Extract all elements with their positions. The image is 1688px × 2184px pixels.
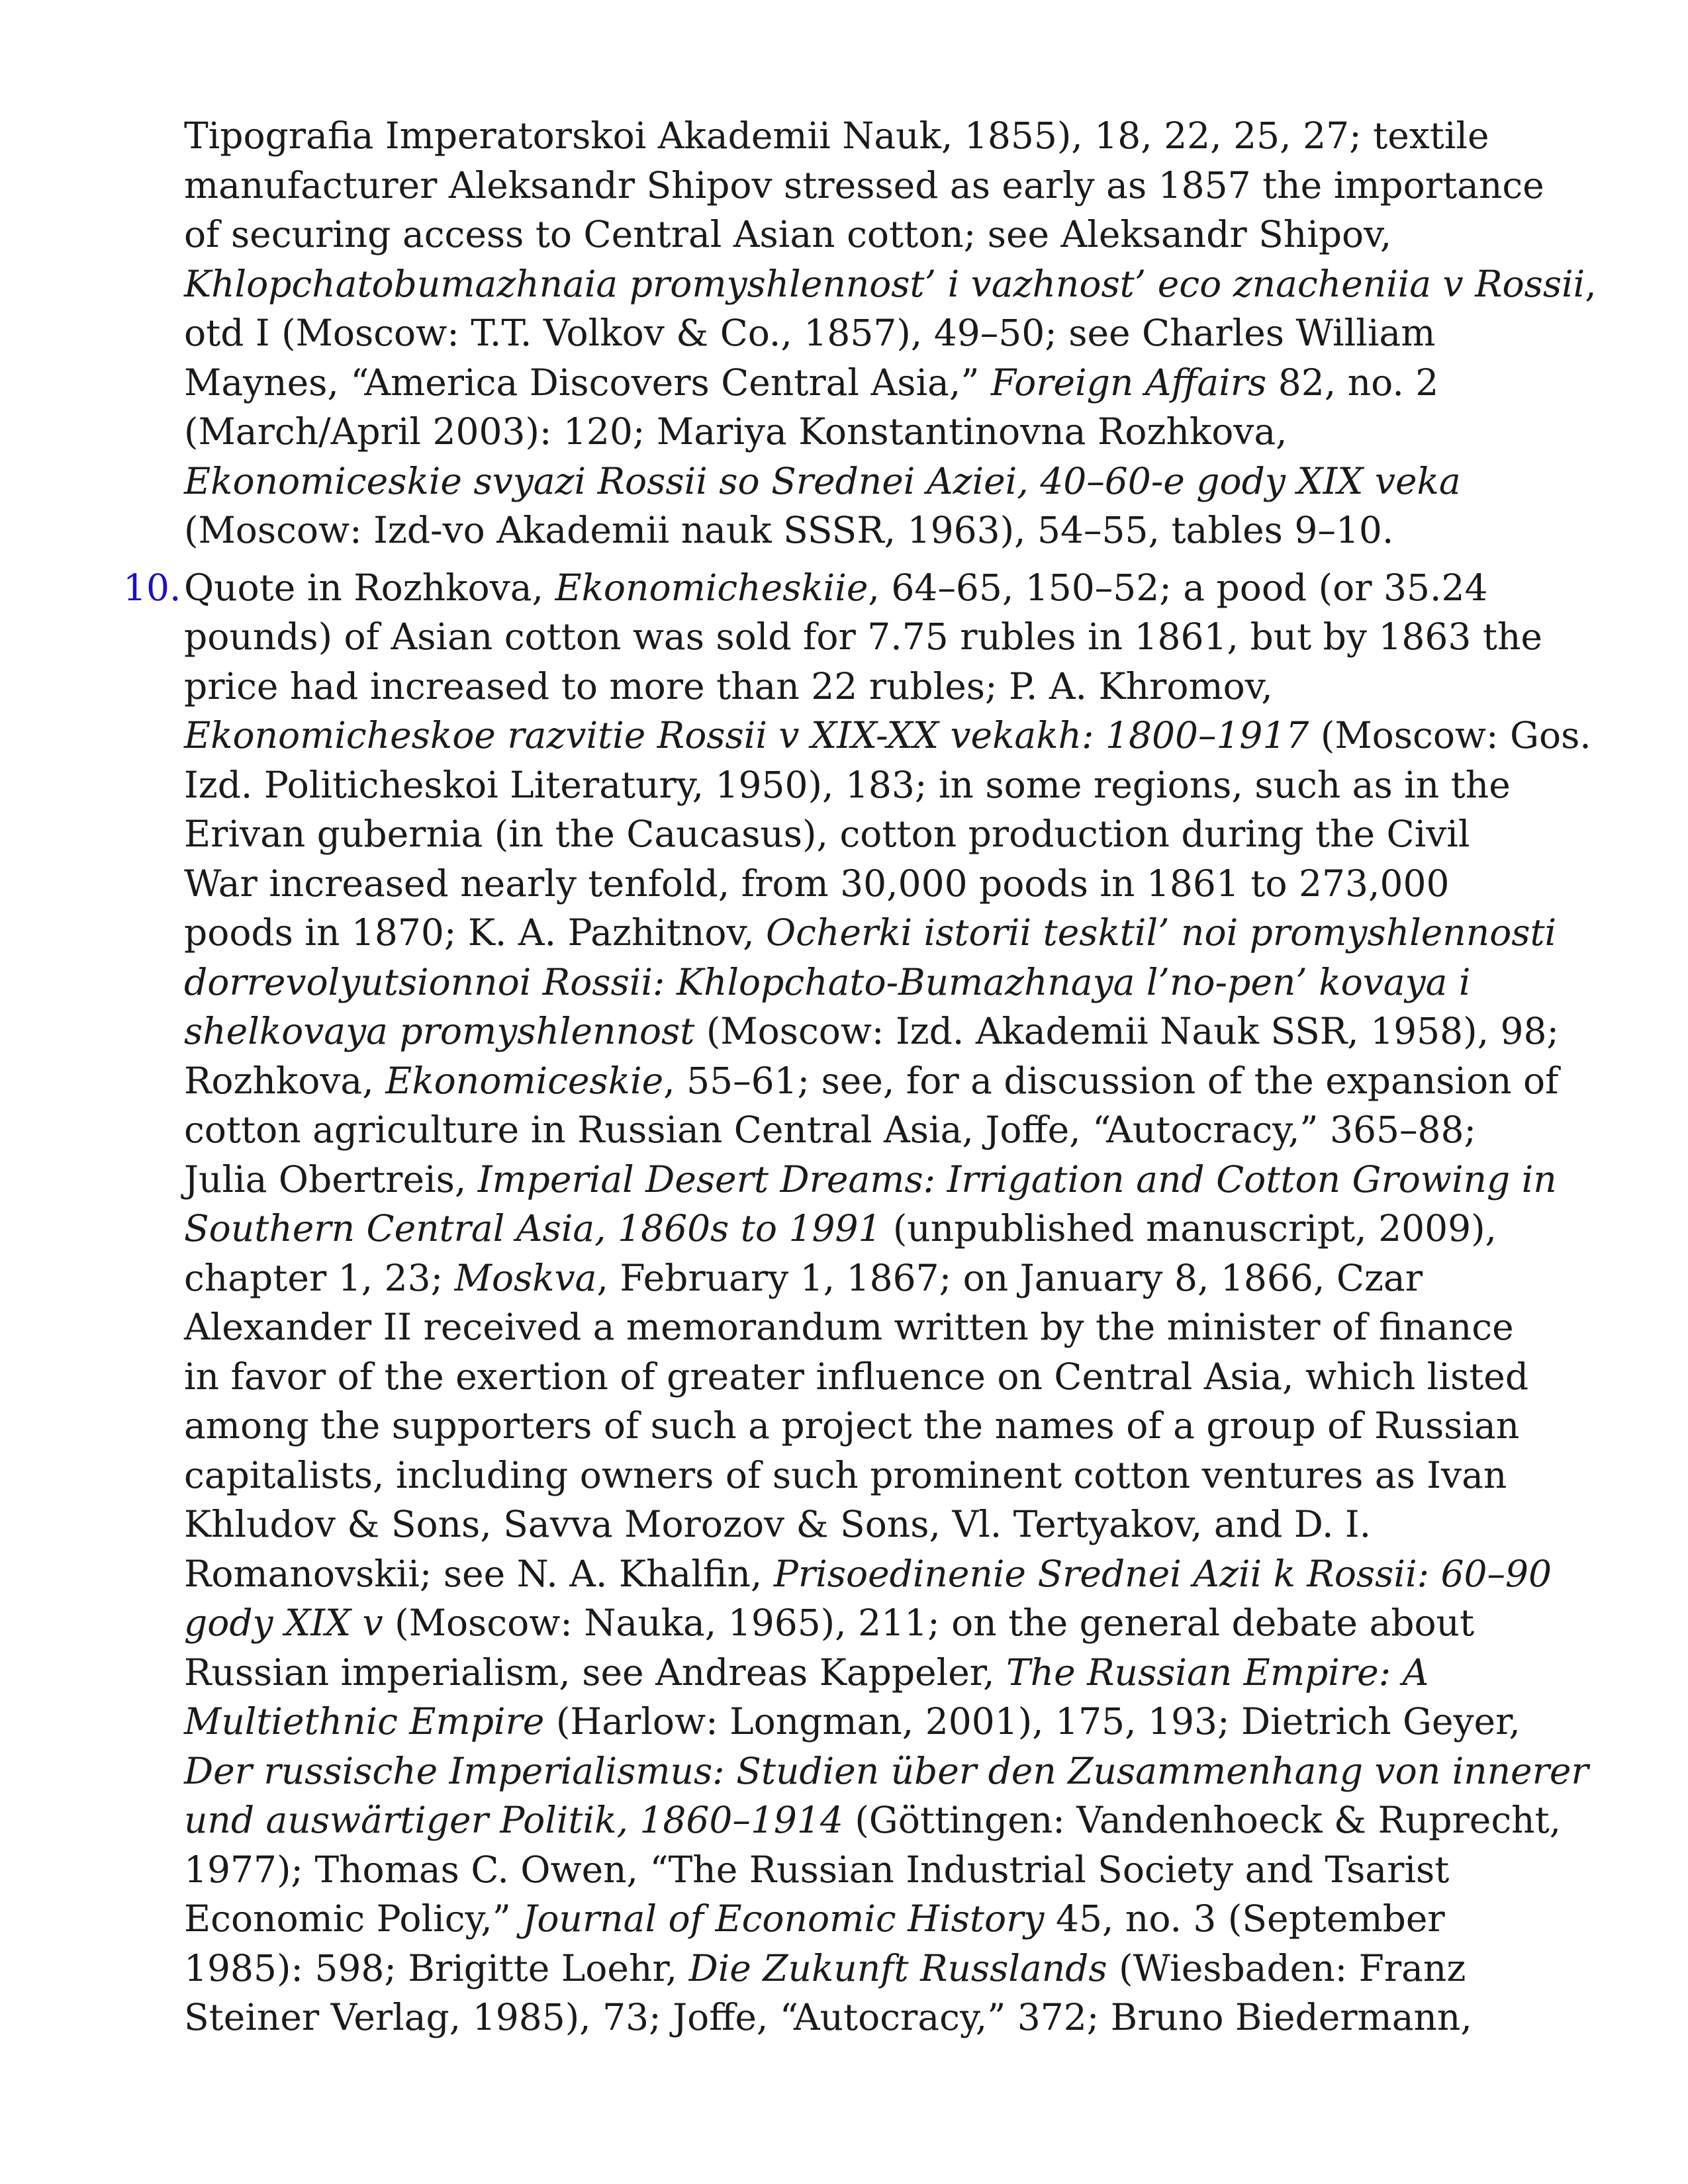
text-line <box>184 1204 1561 1253</box>
italic-title: Foreign Affairs <box>990 361 1267 404</box>
text-segment: otd I (Moscow: T.T. Volkov & Co., 1857), 49–50; see Charles William <box>184 312 1436 354</box>
text-segment: (Moscow: Gos. <box>1309 714 1591 756</box>
text-segment: price had increased to more than 22 rubles; P. A. Khromov, <box>184 664 1273 707</box>
text-segment: of securing access to Central Asian cotton; see Aleksandr Shipov, <box>184 213 1392 255</box>
italic-title: Southern Central Asia, 1860s to 1991 <box>184 1207 882 1250</box>
italic-title: dorrevolyutsionnoi Rossii: Khlopchato-Bumazhnaya l’no-pen’ kovaya i <box>184 960 1471 1003</box>
italic-title: Ocherki istorii tesktil’ noi promyshlennosti <box>766 911 1557 954</box>
text-segment: Khludov & Sons, Savva Morozov & Sons, Vl. Tertyakov, and D. I. <box>184 1503 1372 1545</box>
text-segment: poods in 1870; K. A. Pazhitnov, <box>184 911 767 954</box>
text-line <box>184 1648 1561 1698</box>
text-segment: in favor of the exertion of greater influence on Central Asia, which listed <box>184 1355 1529 1398</box>
text-segment: (unpublished manuscript, 2009), <box>881 1207 1497 1250</box>
italic-title: Die Zukunft Russlands <box>688 1946 1107 1989</box>
text-line <box>184 908 1561 958</box>
text-line <box>184 161 1561 210</box>
footnote-10 <box>123 563 1591 2042</box>
text-line <box>184 662 1561 711</box>
text-line <box>184 111 1561 161</box>
text-line <box>184 1845 1561 1895</box>
text-line <box>184 1056 1561 1106</box>
text-line <box>184 760 1561 810</box>
text-segment: Quote in Rozhkova, <box>184 566 555 609</box>
italic-title: und auswärtiger Politik, 1860–1914 <box>184 1799 843 1841</box>
text-segment: Romanovskii; see N. A. Khalfin, <box>184 1552 774 1595</box>
text-segment: pounds) of Asian cotton was sold for 7.75 rubles in 1861, but by 1863 the <box>184 615 1542 658</box>
text-line <box>184 958 1561 1007</box>
text-segment: Erivan gubernia (in the Caucasus), cotton production during the Civil <box>184 813 1470 855</box>
text-segment: , 55–61; see, for a discussion of the expansion of <box>663 1059 1559 1102</box>
text-line <box>184 1401 1561 1451</box>
text-line <box>184 1155 1561 1205</box>
text-line <box>184 1697 1561 1747</box>
italic-title: Imperial Desert Dreams: Irrigation and Cotton Growing in <box>477 1158 1557 1201</box>
text-line <box>184 308 1561 358</box>
text-segment: Alexander II received a memorandum written by the minister of finance <box>184 1306 1514 1348</box>
text-line <box>184 1598 1561 1648</box>
text-line <box>184 1894 1561 1944</box>
text-segment: (Moscow: Nauka, 1965), 211; on the general debate about <box>383 1602 1475 1644</box>
italic-title: gody XIX v <box>184 1602 383 1644</box>
text-segment: Rozhkova, <box>184 1059 386 1102</box>
text-segment: 45, no. 3 (September <box>1044 1897 1445 1940</box>
text-line <box>184 1352 1561 1402</box>
italic-title: Journal of Economic History <box>522 1897 1045 1940</box>
text-line <box>184 1253 1561 1303</box>
footnote-body <box>184 111 1597 555</box>
text-segment: Izd. Politicheskoi Literatury, 1950), 183; in some regions, such as in the <box>184 763 1511 806</box>
text-line <box>184 711 1591 760</box>
italic-title: Prisoedinenie Srednei Azii k Rossii: 60–90 <box>773 1552 1552 1595</box>
text-segment: War increased nearly tenfold, from 30,000 poods in 1861 to 273,000 <box>184 862 1450 905</box>
text-segment: Julia Obertreis, <box>184 1158 478 1201</box>
text-segment: Maynes, “America Discovers Central Asia,” <box>184 361 991 404</box>
text-segment: chapter 1, 23; <box>184 1256 455 1299</box>
text-line <box>184 457 1561 506</box>
text-line <box>184 1451 1561 1500</box>
italic-title: Khlopchatobumazhnaia promyshlennost’ i vazhnost’ eco znacheniia v Rossii <box>184 262 1585 305</box>
italic-title: Ekonomiceskie <box>385 1059 664 1102</box>
text-line <box>184 859 1561 909</box>
text-segment: (Harlow: Longman, 2001), 175, 193; Dietrich Geyer, <box>544 1700 1521 1743</box>
italic-title: Ekonomicheskoe razvitie Rossii v XIX-XX vekakh: 1800–1917 <box>184 714 1309 756</box>
text-line <box>184 259 1597 309</box>
text-segment: (Moscow: Izd. Akademii Nauk SSR, 1958), 98; <box>694 1010 1560 1052</box>
text-line <box>184 407 1561 457</box>
text-line <box>184 1993 1561 2042</box>
text-segment: , 64–65, 150–52; a pood (or 35.24 <box>868 566 1488 609</box>
text-line <box>184 210 1561 259</box>
text-segment: Russian imperialism, see Andreas Kappeler, <box>184 1651 1006 1694</box>
footnote-body <box>123 563 1591 2042</box>
text-segment: (March/April 2003): 120; Mariya Konstantinovna Rozhkova, <box>184 410 1288 453</box>
italic-title: Der russische Imperialismus: Studien über den Zusammenhang von innerer <box>184 1749 1589 1792</box>
text-segment: (Wiesbaden: Franz <box>1107 1946 1466 1989</box>
italic-title: Moskva <box>454 1256 597 1299</box>
italic-title: shelkovaya promyshlennost <box>184 1010 695 1052</box>
text-line <box>184 809 1561 859</box>
text-segment: 82, no. 2 <box>1266 361 1439 404</box>
text-line <box>184 1944 1561 1993</box>
text-segment: (Göttingen: Vandenhoeck & Ruprecht, <box>843 1799 1562 1841</box>
text-line <box>184 1747 1589 1796</box>
text-line <box>184 1302 1561 1352</box>
footnote-continuation <box>184 111 1597 555</box>
text-segment: Steiner Verlag, 1985), 73; Joffe, “Autocracy,” 372; Bruno Biedermann, <box>184 1996 1472 2038</box>
text-line <box>184 1105 1561 1155</box>
italic-title: Ekonomicheskiie <box>555 566 868 609</box>
text-line <box>184 1007 1561 1056</box>
text-segment: , <box>1585 262 1597 305</box>
text-segment: 1977); Thomas C. Owen, “The Russian Industrial Society and Tsarist <box>184 1848 1450 1891</box>
text-segment: , February 1, 1867; on January 8, 1866, Czar <box>596 1256 1423 1299</box>
text-segment: Economic Policy,” <box>184 1897 523 1940</box>
italic-title: The Russian Empire: A <box>1006 1651 1429 1694</box>
italic-title: Multiethnic Empire <box>184 1700 545 1743</box>
text-segment: among the supporters of such a project the names of a group of Russian <box>184 1404 1520 1447</box>
text-segment: cotton agriculture in Russian Central Asia, Joffe, “Autocracy,” 365–88; <box>184 1109 1477 1151</box>
text-line <box>184 1500 1561 1549</box>
footnote-number-link[interactable]: 10. <box>123 566 181 609</box>
text-line <box>184 358 1561 408</box>
text-line <box>184 1796 1561 1845</box>
text-line <box>184 612 1561 662</box>
text-line <box>184 563 1561 613</box>
italic-title: Ekonomiceskie svyazi Rossii so Srednei Aziei, 40–60-e gody XIX veka <box>184 459 1461 502</box>
text-segment: manufacturer Aleksandr Shipov stressed as early as 1857 the importance <box>184 163 1544 206</box>
text-segment: capitalists, including owners of such prominent cotton ventures as Ivan <box>184 1453 1507 1496</box>
text-line <box>184 1549 1561 1599</box>
text-segment: (Moscow: Izd-vo Akademii nauk SSSR, 1963), 54–55, tables 9–10. <box>184 509 1394 551</box>
footnotes-page <box>123 111 1597 2042</box>
text-segment: 1985): 598; Brigitte Loehr, <box>184 1946 689 1989</box>
text-line <box>184 506 1561 555</box>
text-segment: Tipografia Imperatorskoi Akademii Nauk, 1855), 18, 22, 25, 27; textile <box>184 114 1489 157</box>
